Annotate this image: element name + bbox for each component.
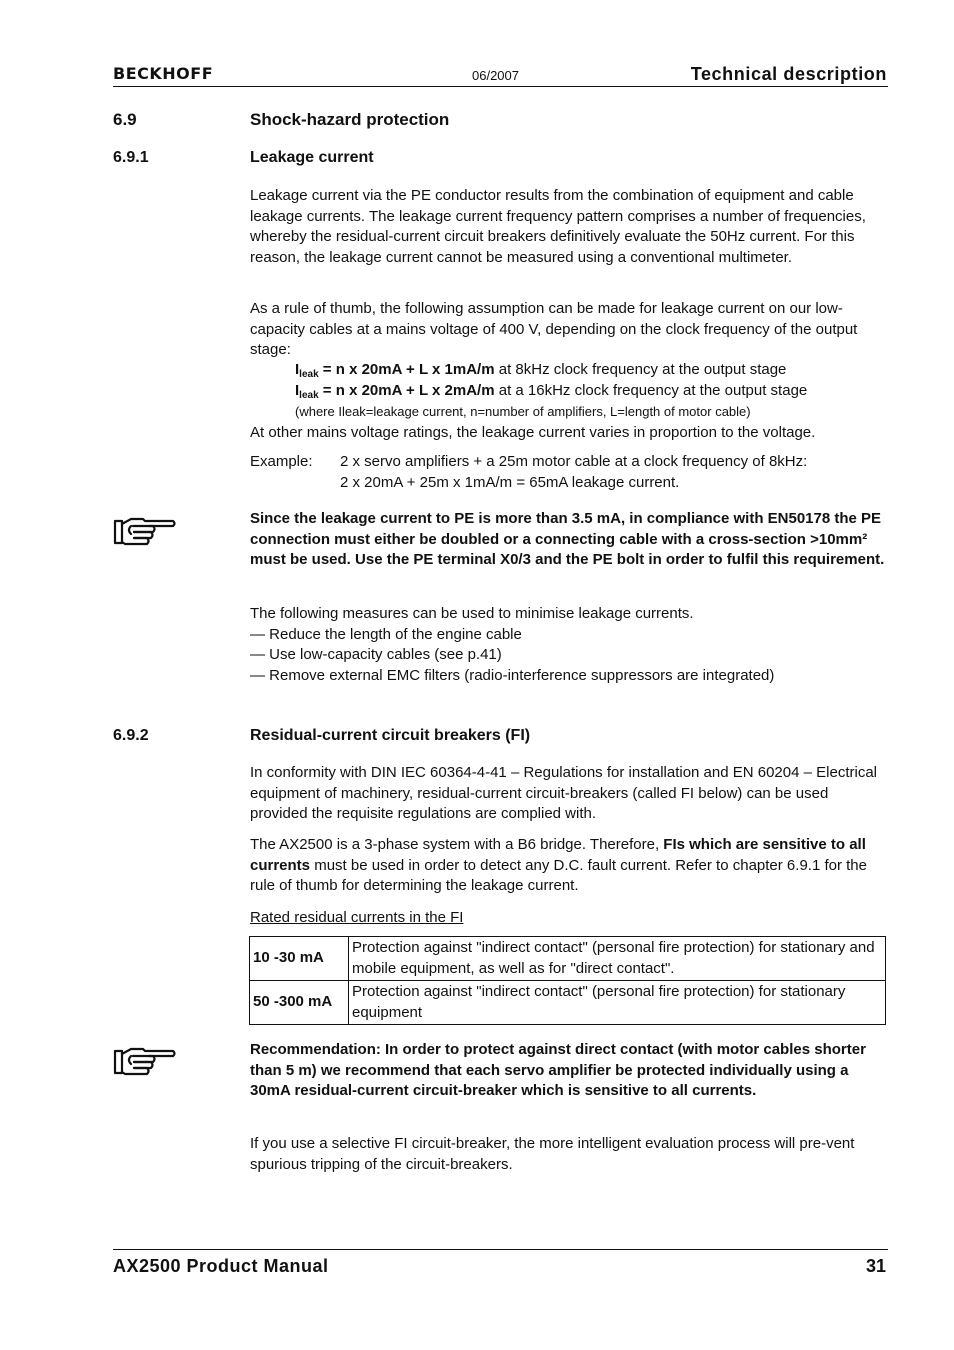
paragraph-text: At other mains voltage ratings, the leakage current varies in proportion to the voltage. xyxy=(250,424,816,441)
table-row xyxy=(250,937,886,981)
paragraph-text xyxy=(250,835,886,897)
subsection-number: 6.9.2 xyxy=(113,727,149,744)
formula-symbol: I xyxy=(295,382,300,399)
recommendation-box xyxy=(250,1040,886,1102)
example-line: 2 x servo amplifiers + a 25m motor cable at a clock frequency of 8kHz: xyxy=(340,453,808,470)
pointing-hand-icon xyxy=(113,514,177,548)
recommendation-text: Recommendation: In order to protect against direct contact (with motor cables shorter than 5 m) we recommend that each servo amplifier be protected individually using a 30mA residual-current circuit-breaker which is sensitive to all currents. xyxy=(250,1041,866,1100)
table-caption xyxy=(250,908,886,929)
section-title: Shock-hazard protection xyxy=(250,110,450,129)
formula-condition: at a 16kHz clock frequency at the output stage xyxy=(494,382,808,399)
paragraph-text: If you use a selective FI circuit-breaker, the more intelligent evaluation process will pre-vent spurious tripping of the circuit-breakers. xyxy=(250,1135,855,1173)
formula-16khz xyxy=(295,382,807,401)
emphasis-text: FIs which are sensitive to all currents xyxy=(250,836,866,874)
table-caption-text: Rated residual currents in the FI xyxy=(250,909,464,926)
table-row xyxy=(250,981,886,1025)
paragraph-text: Leakage current via the PE conductor results from the combination of equipment and cable leakage currents. The leakage current frequency pattern comprises a number of frequencies, whereby the residual-current circuit breakers definitively evaluate the 50Hz current. For this reason, the leakage current cannot be measured using a conventional multimeter. xyxy=(250,187,866,267)
paragraph-text-part: The AX2500 is a 3-phase system with a B6 bridge. Therefore, xyxy=(250,836,664,853)
formula-subscript: leak xyxy=(299,390,319,401)
table-cell-range: 50 -300 mA xyxy=(250,981,349,1025)
formula-expression: = n x 20mA + L x 1mA/m xyxy=(318,361,495,378)
formula-legend: (where Ileak=leakage current, n=number of amplifiers, L=length of motor cable) xyxy=(295,404,751,419)
chapter-title: Technical description xyxy=(690,64,887,84)
paragraph xyxy=(250,835,886,897)
formula-condition: at 8kHz clock frequency at the output stage xyxy=(494,361,787,378)
measures-list xyxy=(250,604,886,687)
footer-rule xyxy=(113,1249,888,1250)
paragraph-text-part: must be used in order to detect any D.C. fault current. Refer to chapter 6.9.1 for the rule of thumb for determining the leakage current. xyxy=(250,856,867,895)
header-rule xyxy=(113,86,888,87)
brand-logo: BECKHOFF xyxy=(113,64,214,83)
formula-8khz xyxy=(295,361,786,380)
subsection-title: Leakage current xyxy=(250,149,374,166)
subsection-number: 6.9.1 xyxy=(113,149,149,166)
manual-title: AX2500 Product Manual xyxy=(113,1256,329,1276)
list-item: — Reduce the length of the engine cable xyxy=(250,625,522,643)
paragraph-text: As a rule of thumb, the following assumption can be made for leakage current on our low-capacity cables at a mains voltage of 400 V, depending on the clock frequency of the output stage: xyxy=(250,300,858,359)
formula-symbol: I xyxy=(295,361,300,378)
subsection-title: Residual-current circuit breakers (FI) xyxy=(250,727,531,744)
page-number: 31 xyxy=(865,1256,886,1276)
document-date: 06/2007 xyxy=(472,68,519,83)
table-cell-range: 10 -30 mA xyxy=(250,937,349,981)
paragraph xyxy=(250,763,886,825)
note-text: Since the leakage current to PE is more than 3.5 mA, in compliance with EN50178 the PE connection must either be doubled or a connecting cable with a cross-section >10mm² must be used. Use the PE terminal X0/3 and the PE bolt in order to fulfil this requirement. xyxy=(250,510,885,569)
paragraph-text: In conformity with DIN IEC 60364-4-41 – Regulations for installation and EN 60204 – Electrical equipment of machinery, residual-current circuit-breakers (called FI below) can be used provided the requisite regulations are complied with. xyxy=(250,764,877,823)
formula-subscript: leak xyxy=(299,369,319,380)
example-label: Example: xyxy=(250,453,313,470)
formula-expression: = n x 20mA + L x 2mA/m xyxy=(318,382,495,399)
note-box xyxy=(250,509,886,571)
measures-intro: The following measures can be used to minimise leakage currents. xyxy=(250,605,694,622)
section-number: 6.9 xyxy=(113,110,137,129)
paragraph xyxy=(250,1134,886,1175)
list-item: — Use low-capacity cables (see p.41) xyxy=(250,646,502,664)
paragraph xyxy=(250,299,886,361)
list-item: — Remove external EMC filters (radio-interference suppressors are integrated) xyxy=(250,667,775,685)
table-cell-description: Protection against "indirect contact" (personal fire protection) for stationary and mobile equipment, as well as for "direct contact". xyxy=(349,937,886,981)
table-cell-description: Protection against "indirect contact" (personal fire protection) for stationary equipment xyxy=(349,981,886,1025)
pointing-hand-icon xyxy=(113,1044,177,1078)
paragraph xyxy=(250,423,886,444)
paragraph xyxy=(250,186,886,269)
residual-current-table xyxy=(249,936,886,1025)
example-line: 2 x 20mA + 25m x 1mA/m = 65mA leakage current. xyxy=(340,474,680,491)
